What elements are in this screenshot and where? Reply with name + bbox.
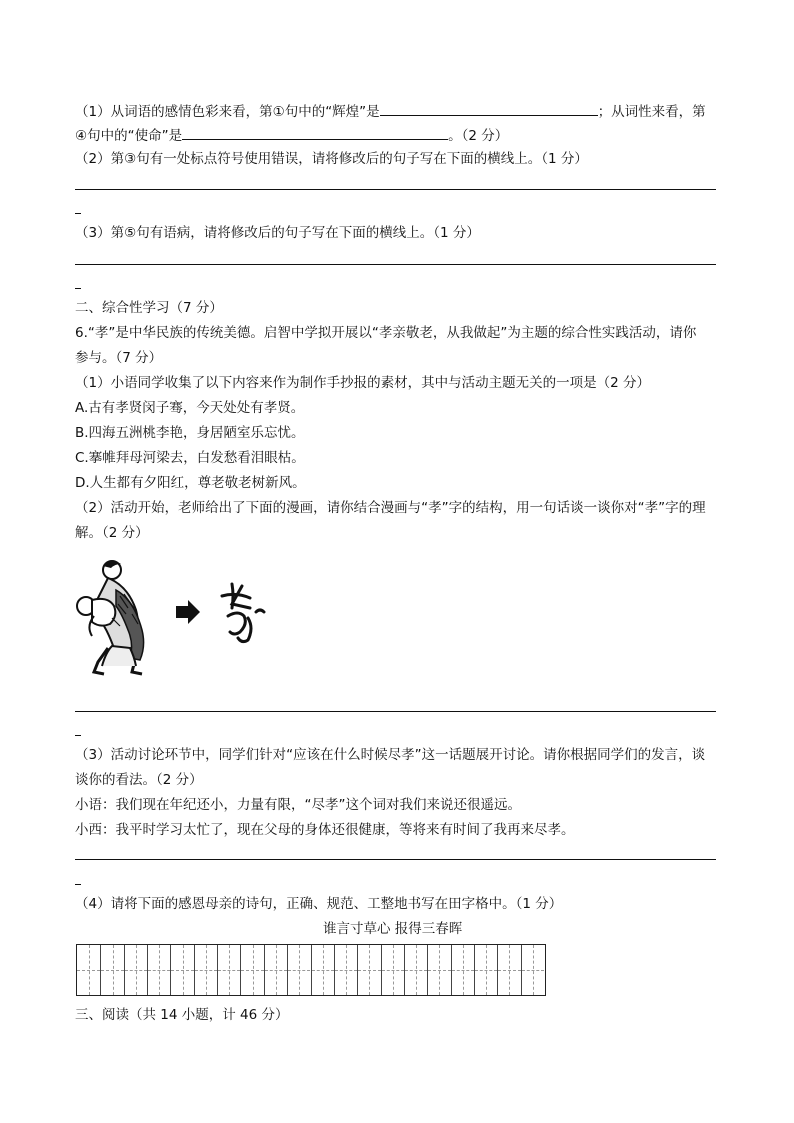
q5-sub1-line2: ④句中的“使命”是 。（2 分） [75,125,508,145]
line-mark [75,213,81,214]
ancient-xiao-character [222,584,264,642]
q6-stem-line1: 6.“孝”是中华民族的传统美德。启智中学拟开展以“孝亲敬老，从我做起”为主题的综合性实践活动，请你 [75,325,697,341]
grid-guide [171,970,193,971]
xiaoxi-speech: 小西：我平时学习太忙了，现在父母的身体还很健康，等将来有时间了我再来尽孝。 [75,822,575,838]
q6-sub3-line2: 谈你的看法。（2 分） [75,772,203,788]
grid-cell[interactable] [474,945,497,995]
grid-guide [288,970,310,971]
grid-guide [405,970,427,971]
grid-cell[interactable] [497,945,520,995]
grid-guide [125,970,147,971]
q6-sub4: （4）请将下面的感恩母亲的诗句，正确、规范、工整地书写在田字格中。（1 分） [75,896,563,912]
section3-heading: 三、阅读（共 14 小题，计 46 分） [75,1007,289,1023]
grid-cell[interactable] [194,945,217,995]
grid-guide [428,970,450,971]
grid-guide [218,970,240,971]
q6-sub1: （1）小语同学收集了以下内容来作为制作手抄报的素材，其中与活动主题无关的一项是（2 分） [75,375,650,391]
section2-heading: 二、综合性学习（7 分） [75,300,223,316]
grid-cell[interactable] [287,945,310,995]
answer-blank[interactable] [380,101,598,116]
grid-cell[interactable] [147,945,170,995]
q6-sub2-line2: 解。（2 分） [75,525,149,541]
grid-guide [452,970,474,971]
option-d: D.人生都有夕阳红，尊老敬老树新风。 [75,475,306,491]
grid-cell[interactable] [100,945,123,995]
grid-cell[interactable] [381,945,404,995]
grid-cell[interactable] [311,945,334,995]
option-b: B.四海五洲桃李艳，身居陋室乐忘忧。 [75,425,305,441]
grid-cell[interactable] [334,945,357,995]
tianzige-grid[interactable] [76,944,546,996]
grid-guide [312,970,334,971]
xiaoyu-speech: 小语：我们现在年纪还小，力量有限，“尽孝”这个词对我们来说还很遥远。 [75,797,521,813]
grid-cell[interactable] [264,945,287,995]
grid-guide [265,970,287,971]
grid-cell[interactable] [357,945,380,995]
q5-sub2: （2）第③句有一处标点符号使用错误，请将修改后的句子写在下面的横线上。（1 分） [75,151,588,167]
answer-line[interactable] [75,264,716,265]
option-a: A.古有孝贤闵子骞，今天处处有孝贤。 [75,400,305,416]
answer-line[interactable] [75,859,716,860]
right-arrow-icon [176,600,200,624]
grid-guide [498,970,520,971]
answer-blank[interactable] [182,125,448,140]
grid-guide [522,970,544,971]
grid-guide [241,970,263,971]
grid-cell[interactable] [404,945,427,995]
answer-line[interactable] [75,711,716,712]
line-mark [75,884,81,885]
grid-cell[interactable] [170,945,193,995]
grid-cell[interactable] [451,945,474,995]
poem-line: 谁言寸草心 报得三春晖 [323,921,463,937]
grid-cell[interactable] [77,945,100,995]
q6-sub3-line1: （3）活动讨论环节中，同学们针对“应该在什么时候尽孝”这一话题展开讨论。请你根据同学们的发言，谈 [75,747,706,763]
line-mark [75,288,81,289]
grid-cell[interactable] [217,945,240,995]
grid-guide [148,970,170,971]
option-c: C.搴帷拜母河梁去，白发愁看泪眼枯。 [75,450,305,466]
grid-guide [335,970,357,971]
grid-guide [382,970,404,971]
grid-guide [475,970,497,971]
answer-line[interactable] [75,189,716,190]
grid-guide [101,970,123,971]
carrying-parent-illustration [72,556,272,680]
grid-cell[interactable] [427,945,450,995]
q5-sub1-line1: （1）从词语的感情色彩来看，第①句中的“辉煌”是 ；从词性来看，第 [75,101,706,121]
grid-guide [195,970,217,971]
q5-sub3: （3）第⑤句有语病，请将修改后的句子写在下面的横线上。（1 分） [75,225,480,241]
grid-guide [77,970,100,971]
grid-cell[interactable] [521,945,544,995]
q6-sub2-line1: （2）活动开始，老师给出了下面的漫画，请你结合漫画与“孝”字的结构，用一句话谈一谈你对“孝”字的理 [75,500,706,516]
grid-cell[interactable] [240,945,263,995]
q6-stem-line2: 参与。（7 分） [75,350,163,366]
grid-cell[interactable] [124,945,147,995]
line-mark [75,735,81,736]
grid-guide [358,970,380,971]
